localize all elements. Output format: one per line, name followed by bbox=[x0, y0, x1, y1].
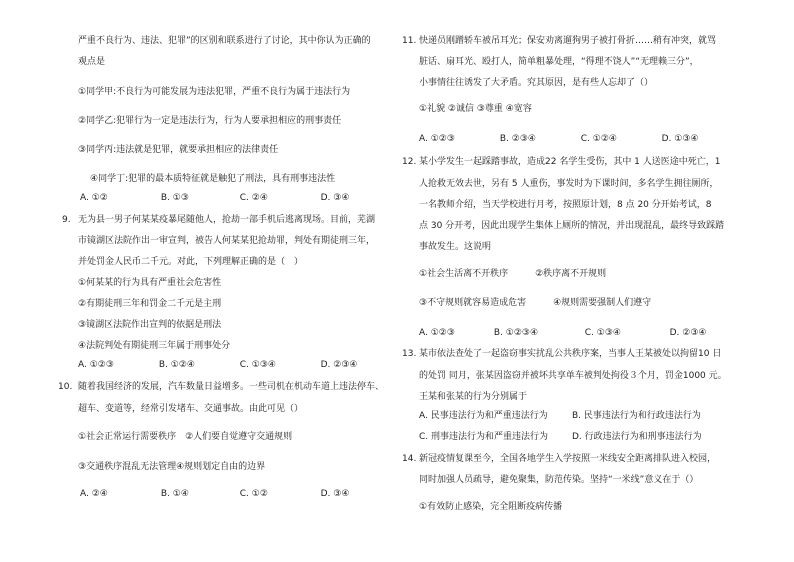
q11-choices bbox=[419, 133, 698, 145]
q13-number: 13. bbox=[402, 349, 417, 359]
q14-number: 14. bbox=[402, 454, 417, 464]
q10-options-1-2: ①社会正常运行需要秩序 ②人们要自觉遵守交通规则 bbox=[78, 432, 293, 442]
q14-stem-line2: 同时加强人员疏导，避免聚集，防范传染。坚持“一米线”意义在于（） bbox=[419, 475, 699, 485]
q11-stem-line2: 脏话、扇耳光、殴打人，简单粗暴处理，“得理不饶人”“无理赖三分”， bbox=[419, 57, 699, 67]
q12-options-3-4: ③不守规则就容易造成危害 ④规则需要强制人们遵守 bbox=[419, 298, 652, 308]
q14-stem-line1: 新冠疫情复课至今，全国各地学生入学按照一米线安全距离排队进入校园， bbox=[419, 454, 717, 464]
q9-number: 9. bbox=[62, 215, 71, 225]
choice-b: B. ①②④ bbox=[158, 360, 195, 370]
q12-number: 12. bbox=[402, 157, 417, 167]
choice-c: C. ①③④ bbox=[584, 328, 621, 338]
q10-options-3-4: ③交通秩序混乱无法管理④规则划定自由的边界 bbox=[78, 462, 266, 472]
q12-stem-line5: 事故发生。这说明 bbox=[419, 242, 492, 252]
q12-stem-line1: 某小学发生一起踩踏事故，造成22 名学生受伤，其中 1 人送医途中死亡，1 bbox=[419, 157, 721, 167]
q9-option-2: ②有期徒刑三年和罚金二千元是主刑 bbox=[78, 299, 222, 309]
q14-option-1: ①有效防止感染，完全阻断疫病传播 bbox=[419, 502, 563, 512]
q13-stem-line1: 某市依法查处了一起盗窃事实扰乱公共秩序案，当事人王某被处以拘留10 日 bbox=[419, 349, 722, 359]
q9-option-4: ④法院判处有期徒刑三年属于刑事处分 bbox=[78, 341, 231, 351]
q13-stem-line2: 的处罚 同月，张某因盗窃并被坏共享单车被判处拘役３个月，罚金1000 元。 bbox=[419, 371, 727, 381]
choice-c: C. ②④ bbox=[239, 193, 268, 203]
choice-a: A. ①②③ bbox=[78, 360, 114, 370]
q10-number: 10. bbox=[58, 382, 73, 392]
q9-stem-line2: 市镜湖区法院作出一审宣判，被告人何某某犯抢劫罪，判处有期徒刑三年， bbox=[78, 236, 376, 246]
q9-stem-line1: 无为县一男子何某某疫暴尾随他人，抢劫一部手机后逃离现场。目前，芜湖 bbox=[78, 215, 376, 225]
q13-option-d: D. 行政违法行为和刑事违法行为 bbox=[572, 432, 702, 442]
q12-stem-line4: 点 30 分开考，因此出现学生集体上厕所的情况，并出现混乱，最终导致踩踏 bbox=[419, 221, 725, 231]
q13-option-b: B. 民事违法行为和行政违法行为 bbox=[572, 411, 701, 421]
q8-statement-1: ①同学甲:不良行为可能发展为违法犯罪，严重不良行为属于违法行为 bbox=[78, 87, 351, 97]
choice-a: A. ①②③ bbox=[419, 328, 455, 338]
q10-stem-line1: 随着我国经济的发展，汽车数量日益增多。一些司机在机动车道上违法停车、 bbox=[78, 382, 385, 392]
choice-d: D. ③④ bbox=[320, 193, 350, 203]
q8-statement-3: ③同学丙:违法就是犯罪，就要承担相应的法律责任 bbox=[78, 145, 279, 155]
choice-c: C. ①②④ bbox=[580, 134, 617, 144]
choice-a: A. ①② bbox=[80, 193, 108, 203]
choice-d: D. ①③④ bbox=[661, 134, 699, 144]
q8-statement-4: ④同学丁:犯罪的最本质特征就是触犯了刑法，具有刑事违法性 bbox=[90, 174, 336, 184]
q11-options: ①礼貌 ②诚信 ③尊重 ④宽容 bbox=[419, 104, 532, 114]
q12-stem-line2: 人抢救无效去世，另有 5 人重伤，事发时为下课时间，多名学生拥往厕所， bbox=[419, 179, 719, 189]
q9-option-1: ①何某某的行为具有严重社会危害性 bbox=[78, 278, 222, 288]
q10-stem-line2: 超车、变道等，经常引发堵车、交通事故。由此可见（） bbox=[78, 404, 304, 414]
choice-a: A. ①②③ bbox=[419, 134, 455, 144]
choice-a: A. ②④ bbox=[80, 489, 108, 499]
choice-d: D. ③④ bbox=[320, 489, 350, 499]
choice-d: D. ②③④ bbox=[669, 328, 707, 338]
choice-c: C. ①③④ bbox=[239, 360, 276, 370]
q9-stem-line3: 并处罚金人民币二千元。对此，下列理解正确的是（ ） bbox=[78, 257, 304, 267]
choice-b: B. ①③ bbox=[160, 193, 189, 203]
q9-choices bbox=[78, 359, 357, 371]
choice-c: C. ①② bbox=[239, 489, 268, 499]
choice-d: D. ②③④ bbox=[320, 360, 358, 370]
q11-stem-line1: 快递员刚蹭轿车被吊耳光；保安劝离遛狗男子被打骨折……稍有冲突，就骂 bbox=[419, 36, 717, 46]
q8-statement-2: ②同学乙:犯罪行为一定是违法行为，行为人要承担相应的刑事责任 bbox=[78, 116, 342, 126]
choice-b: B. ②③④ bbox=[499, 134, 536, 144]
q12-stem-line3: 一名教师介绍，当天学校进行月考，按照原计划，8 点 20 分开始考试，8 bbox=[419, 200, 712, 210]
q10-choices bbox=[80, 488, 349, 500]
q13-stem-line3: 王某和张某的行为分别属于 bbox=[419, 392, 528, 402]
q8-stem-line1: 严重不良行为、违法、犯罪”的区别和联系进行了讨论，其中你认为正确的 bbox=[78, 36, 371, 46]
q12-options-1-2: ①社会生活离不开秩序 ②秩序离不开规则 bbox=[419, 269, 607, 279]
q12-choices bbox=[419, 327, 706, 339]
q13-option-c: C. 刑事违法行为和严重违法行为 bbox=[419, 432, 549, 442]
q11-stem-line3: 小事情往往诱发了大矛盾。究其原因，是有些人忘却了（） bbox=[419, 78, 654, 88]
q8-stem-line2: 观点是 bbox=[78, 57, 106, 67]
q11-number: 11. bbox=[402, 36, 417, 46]
choice-b: B. ①④ bbox=[160, 489, 189, 499]
q13-option-a: A. 民事违法行为和严重违法行为 bbox=[419, 411, 548, 421]
q9-option-3: ③镜湖区法院作出宣判的依据是刑法 bbox=[78, 320, 222, 330]
choice-b: B. ①②③④ bbox=[493, 328, 539, 338]
q8-choices bbox=[80, 192, 349, 204]
